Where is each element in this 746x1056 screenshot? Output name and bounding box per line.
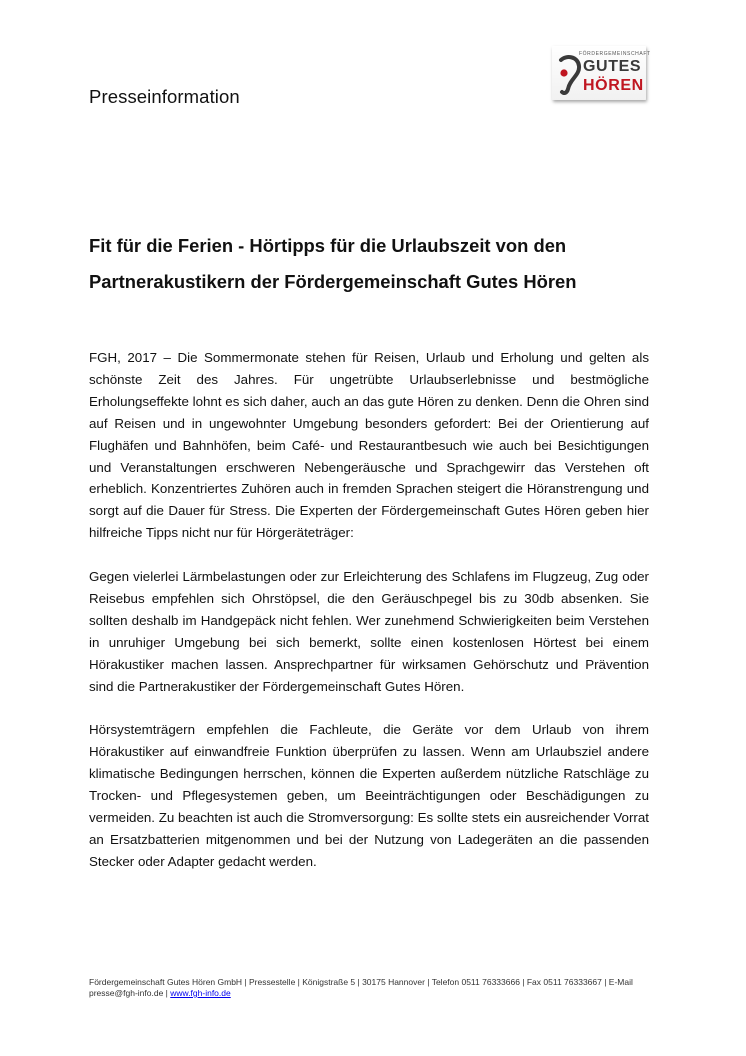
paragraph-earplugs: Gegen vielerlei Lärmbelastungen oder zur Erleichterung des Schlafens im Flugzeug, Zug oder Reisebus empfehlen sich Ohrstöpsel, die den Geräuschpegel bis zu 30db absenken. Sie sollten deshalb im Handgepäck nicht fehlen. Wer zunehmend Schwierigkeiten beim Verstehen in unruhiger Umgebung bei sich bemerkt, sollte einen kostenlosen Hörtest bei einem Hörakustiker machen lassen. Ansprechpartner für wirksamen Gehörschutz und Prävention sind die Partnerakustiker der Fördergemeinschaft Gutes Hören. (89, 569, 649, 694)
body-text (89, 347, 649, 895)
footer (89, 977, 649, 999)
paragraph-intro: FGH, 2017 – Die Sommermonate stehen für Reisen, Urlaub und Erholung und gelten als schönste Zeit des Jahres. Für ungetrübte Urlaubserlebnisse und bestmögliche Erholungseffekte lohnt es sich daher, auch an das gute Hören zu denken. Denn die Ohren sind auf Reisen und in ungewohnter Umgebung besonders gefordert: Bei der Orientierung auf Flughäfen und Bahnhöfen, beim Café- und Restaurantbesuch wie auch bei Besichtigungen und Veranstaltungen erschweren Nebengeräusche und Sprachgewirr das Verstehen oft erheblich. Konzentriertes Zuhören auch in fremden Sprachen steigert die Höranstrengung und sorgt auf die Dauer für Stress. Die Experten der Fördergemeinschaft Gutes Hören geben hier hilfreiche Tipps nicht nur für Hörgeräteträger: (89, 350, 649, 541)
footer-contact-text: Fördergemeinschaft Gutes Hören GmbH | Pressestelle | Königstraße 5 | 30175 Hannover | Telefon 0511 76333666 | Fax 0511 76333667 | E-Mail presse@fgh-info.de | (89, 977, 633, 998)
headline-line-1: Fit für die Ferien - Hörtipps für die Urlaubszeit von den (89, 235, 567, 256)
footer-website-link[interactable]: www.fgh-info.de (170, 988, 231, 998)
logo-text-hoeren: HÖREN (583, 77, 644, 94)
fgh-logo (552, 46, 651, 100)
ear-mark-icon (558, 55, 582, 95)
logo-text-gutes: GUTES (583, 58, 642, 75)
headline-line-2: Partnerakustikern der Fördergemeinschaft Gutes Hören (89, 271, 577, 292)
paragraph-hearing-systems: Hörsystemträgern empfehlen die Fachleute, die Geräte vor dem Urlaub von ihrem Hörakustiker auf einwandfreie Funktion überprüfen zu lassen. Wenn am Urlaubsziel andere klimatische Bedingungen herrschen, können die Experten außerdem nützliche Ratschläge zu Trocken- und Pflegesystemen geben, um Beeinträchtigungen oder Beschädigungen zu vermeiden. Zu beachten ist auch die Stromversorgung: Es sollte stets ein ausreichender Vorrat an Ersatzbatterien mitgenommen und bei der Nutzung von Ladegeräten an die passenden Stecker oder Adapter gedacht werden. (89, 722, 649, 869)
page-label-presseinformation: Presseinformation (89, 86, 240, 107)
headline (89, 228, 649, 300)
logo-top-text: FÖRDERGEMEINSCHAFT (579, 51, 651, 57)
